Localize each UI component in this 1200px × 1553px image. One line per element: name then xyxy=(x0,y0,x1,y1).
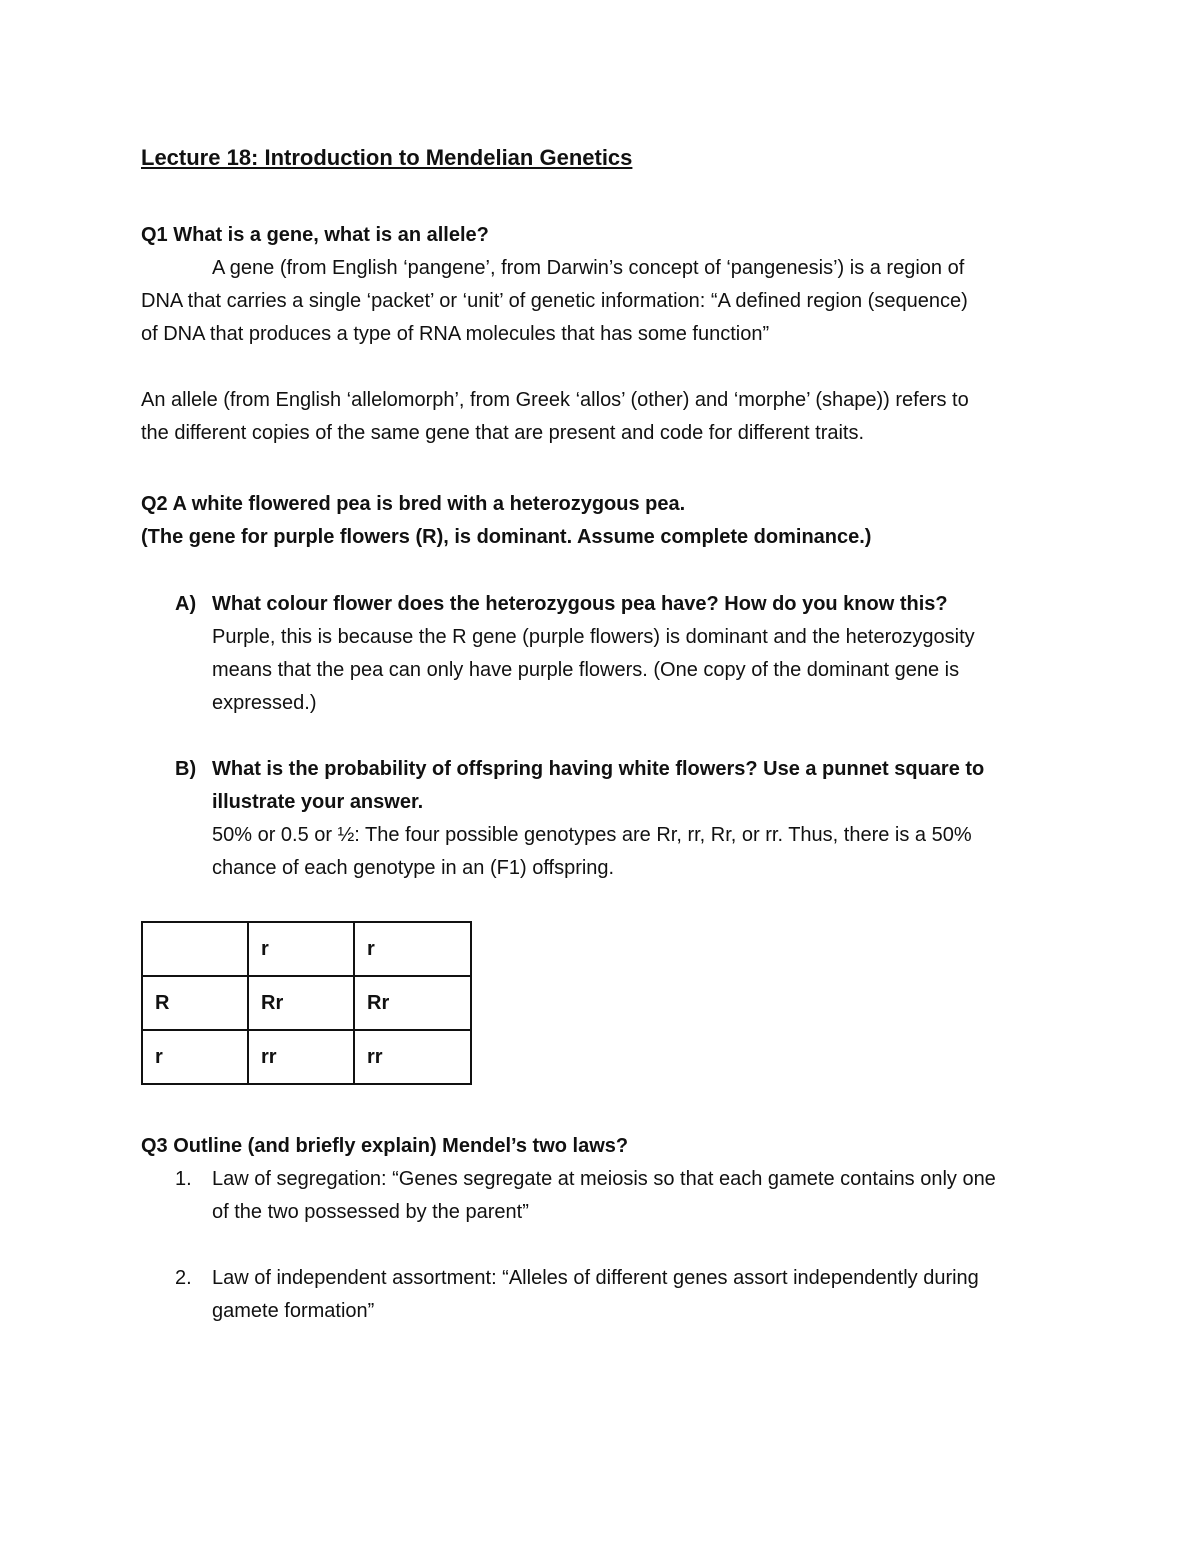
part-a-answer: Purple, this is because the R gene (purple flowers) is dominant and the heterozygosity xyxy=(212,626,975,648)
q1-gene-text: of DNA that produces a type of RNA molecules that has some function” xyxy=(141,323,770,345)
q1-gene-text: A gene (from English ‘pangene’, from Darwin’s concept of ‘pangenesis’) is a region of xyxy=(212,257,965,279)
punnett-header-cell: r xyxy=(248,922,354,976)
part-b-question: What is the probability of offspring having white flowers? Use a punnet square to xyxy=(212,758,985,780)
part-b-answer: chance of each genotype in an (F1) offspring. xyxy=(212,857,615,879)
q1-heading: Q1 What is a gene, what is an allele? xyxy=(141,224,489,246)
punnett-row-header-cell: R xyxy=(142,976,248,1030)
law-text: gamete formation” xyxy=(212,1300,375,1322)
punnett-row xyxy=(142,976,471,1030)
punnett-cell: Rr xyxy=(248,976,354,1030)
law-text: of the two possessed by the parent” xyxy=(212,1201,529,1223)
punnett-corner-cell xyxy=(142,922,248,976)
part-b-marker: B) xyxy=(175,758,197,780)
punnett-row xyxy=(142,1030,471,1084)
punnett-cell: rr xyxy=(248,1030,354,1084)
law-text: Law of independent assortment: “Alleles of different genes assort independently during xyxy=(212,1267,979,1289)
punnett-cell: Rr xyxy=(354,976,471,1030)
part-b-question: illustrate your answer. xyxy=(212,791,424,813)
part-a-answer: means that the pea can only have purple flowers. (One copy of the dominant gene is xyxy=(212,659,960,681)
punnett-header-cell: r xyxy=(354,922,471,976)
q1-allele-text: An allele (from English ‘allelomorph’, from Greek ‘allos’ (other) and ‘morphe’ (shape)) refers to xyxy=(141,389,969,411)
part-b-answer: 50% or 0.5 or ½: The four possible genotypes are Rr, rr, Rr, or rr. Thus, there is a 50% xyxy=(212,824,972,846)
part-a-marker: A) xyxy=(175,593,197,615)
q2-subheading: (The gene for purple flowers (R), is dominant. Assume complete dominance.) xyxy=(141,526,872,548)
punnett-header-row xyxy=(142,922,471,976)
page-title: Lecture 18: Introduction to Mendelian Genetics xyxy=(141,145,633,170)
law-number: 2. xyxy=(175,1267,192,1289)
q2-heading: Q2 A white flowered pea is bred with a heterozygous pea. xyxy=(141,493,686,515)
punnett-cell: rr xyxy=(354,1030,471,1084)
part-a-answer: expressed.) xyxy=(212,692,317,714)
q1-allele-text: the different copies of the same gene that are present and code for different traits. xyxy=(141,422,865,444)
punnett-row-header-cell: r xyxy=(142,1030,248,1084)
q3-heading: Q3 Outline (and briefly explain) Mendel’s two laws? xyxy=(141,1135,629,1157)
part-a-question: What colour flower does the heterozygous pea have? How do you know this? xyxy=(212,593,948,615)
punnett-square xyxy=(141,921,472,1085)
q1-gene-text: DNA that carries a single ‘packet’ or ‘unit’ of genetic information: “A defined region (sequence) xyxy=(141,290,968,312)
law-number: 1. xyxy=(175,1168,192,1190)
law-text: Law of segregation: “Genes segregate at meiosis so that each gamete contains only one xyxy=(212,1168,996,1190)
